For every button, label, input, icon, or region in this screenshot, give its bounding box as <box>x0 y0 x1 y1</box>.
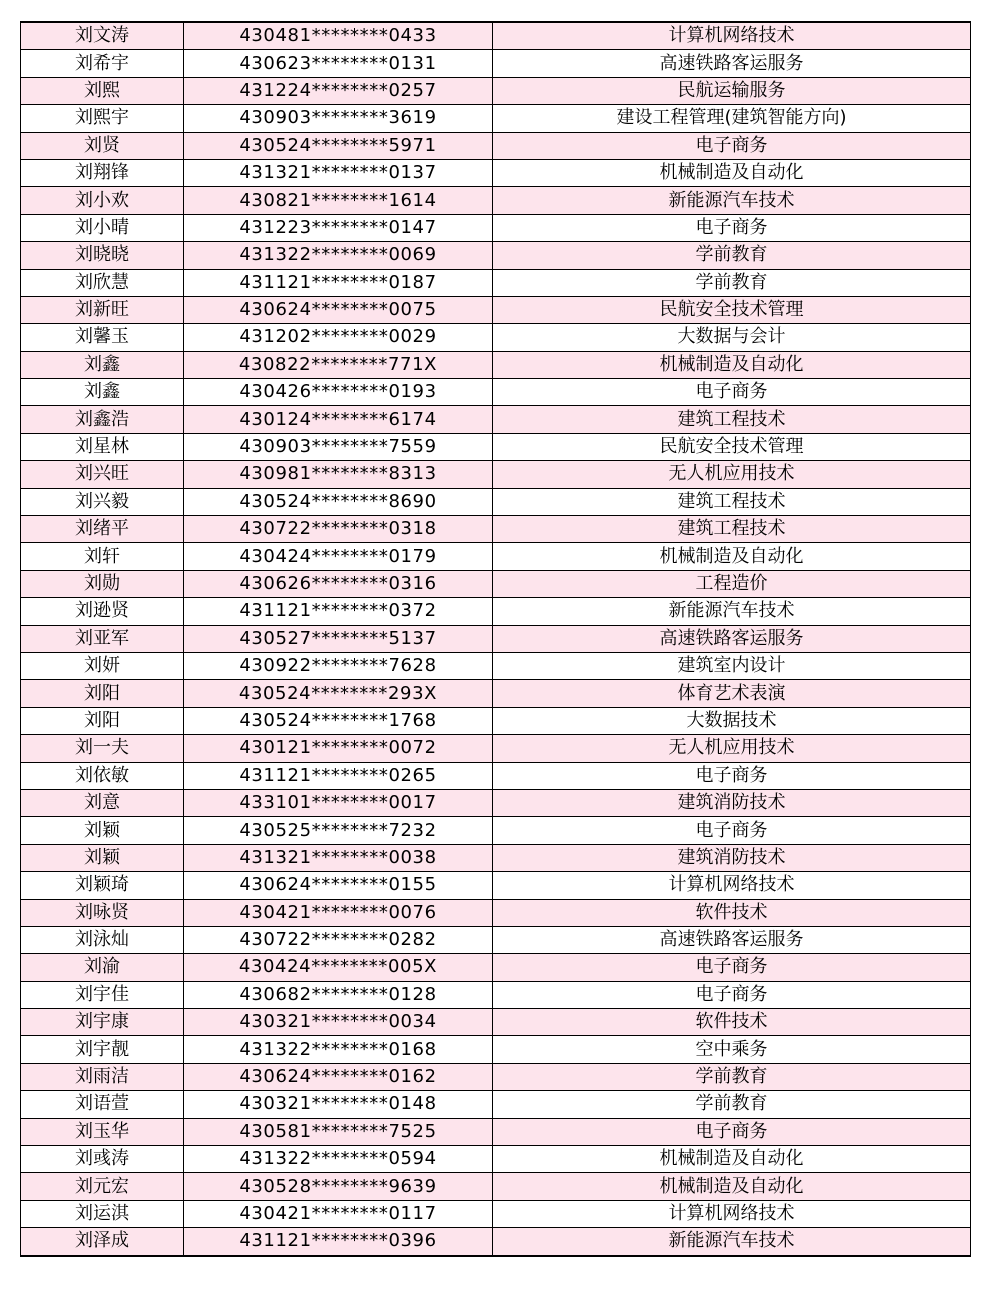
major-cell: 空中乘务 <box>493 1036 971 1063</box>
student-name-cell: 刘颖 <box>21 817 184 844</box>
major-cell: 建筑工程技术 <box>493 406 971 433</box>
student-name-cell: 刘晓晓 <box>21 242 184 269</box>
id-number-cell: 431121********0187 <box>184 269 493 296</box>
major-cell: 高速铁路客运服务 <box>493 926 971 953</box>
id-number-cell: 430624********0155 <box>184 872 493 899</box>
id-number-cell: 430821********1614 <box>184 187 493 214</box>
id-number-cell: 431322********0594 <box>184 1146 493 1173</box>
student-name-cell: 刘欣慧 <box>21 269 184 296</box>
major-cell: 新能源汽车技术 <box>493 1228 971 1256</box>
student-name-cell: 刘熙宇 <box>21 105 184 132</box>
id-number-cell: 431121********0396 <box>184 1228 493 1256</box>
table-row <box>21 1118 971 1145</box>
id-number-cell: 430524********8690 <box>184 488 493 515</box>
table-row <box>21 516 971 543</box>
table-row <box>21 1200 971 1227</box>
student-name-cell: 刘颖琦 <box>21 872 184 899</box>
student-name-cell: 刘亚军 <box>21 625 184 652</box>
table-row <box>21 872 971 899</box>
id-number-cell: 431121********0372 <box>184 598 493 625</box>
major-cell: 电子商务 <box>493 1118 971 1145</box>
id-number-cell: 430682********0128 <box>184 981 493 1008</box>
table-row <box>21 77 971 104</box>
id-number-cell: 430624********0075 <box>184 296 493 323</box>
table-row <box>21 1173 971 1200</box>
major-cell: 电子商务 <box>493 762 971 789</box>
id-number-cell: 430421********0076 <box>184 899 493 926</box>
student-name-cell: 刘兴毅 <box>21 488 184 515</box>
id-number-cell: 430524********1768 <box>184 707 493 734</box>
id-number-cell: 430527********5137 <box>184 625 493 652</box>
table-row <box>21 899 971 926</box>
student-name-cell: 刘元宏 <box>21 1173 184 1200</box>
student-name-cell: 刘妍 <box>21 652 184 679</box>
student-name-cell: 刘贤 <box>21 132 184 159</box>
table-row <box>21 187 971 214</box>
table-row <box>21 433 971 460</box>
student-name-cell: 刘依敏 <box>21 762 184 789</box>
major-cell: 高速铁路客运服务 <box>493 625 971 652</box>
table-row <box>21 269 971 296</box>
id-number-cell: 431121********0265 <box>184 762 493 789</box>
major-cell: 电子商务 <box>493 817 971 844</box>
id-number-cell: 430321********0034 <box>184 1009 493 1036</box>
id-number-cell: 430922********7628 <box>184 652 493 679</box>
table-row <box>21 1146 971 1173</box>
major-cell: 电子商务 <box>493 379 971 406</box>
table-row <box>21 132 971 159</box>
id-number-cell: 430903********3619 <box>184 105 493 132</box>
id-number-cell: 430981********8313 <box>184 461 493 488</box>
table-row <box>21 625 971 652</box>
major-cell: 建筑消防技术 <box>493 844 971 871</box>
table-row <box>21 1009 971 1036</box>
id-number-cell: 430524********293X <box>184 680 493 707</box>
major-cell: 建筑工程技术 <box>493 516 971 543</box>
student-name-cell: 刘泳灿 <box>21 926 184 953</box>
id-number-cell: 430525********7232 <box>184 817 493 844</box>
id-number-cell: 431322********0069 <box>184 242 493 269</box>
table-row <box>21 296 971 323</box>
table-row <box>21 926 971 953</box>
id-number-cell: 430722********0282 <box>184 926 493 953</box>
major-cell: 民航运输服务 <box>493 77 971 104</box>
table-row <box>21 1228 971 1256</box>
major-cell: 民航安全技术管理 <box>493 296 971 323</box>
major-cell: 高速铁路客运服务 <box>493 50 971 77</box>
student-name-cell: 刘玉华 <box>21 1118 184 1145</box>
major-cell: 计算机网络技术 <box>493 22 971 50</box>
table-row <box>21 817 971 844</box>
student-name-cell: 刘逊贤 <box>21 598 184 625</box>
id-number-cell: 430528********9639 <box>184 1173 493 1200</box>
major-cell: 电子商务 <box>493 981 971 1008</box>
student-name-cell: 刘翔锋 <box>21 159 184 186</box>
student-name-cell: 刘星林 <box>21 433 184 460</box>
id-number-cell: 430121********0072 <box>184 735 493 762</box>
student-name-cell: 刘宇靓 <box>21 1036 184 1063</box>
table-row <box>21 324 971 351</box>
id-number-cell: 430822********771X <box>184 351 493 378</box>
student-name-cell: 刘鑫 <box>21 379 184 406</box>
major-cell: 大数据技术 <box>493 707 971 734</box>
student-name-cell: 刘雨洁 <box>21 1063 184 1090</box>
id-number-cell: 430124********6174 <box>184 406 493 433</box>
student-name-cell: 刘鑫 <box>21 351 184 378</box>
roster-body <box>21 22 971 1256</box>
major-cell: 电子商务 <box>493 954 971 981</box>
id-number-cell: 431224********0257 <box>184 77 493 104</box>
table-row <box>21 789 971 816</box>
major-cell: 体育艺术表演 <box>493 680 971 707</box>
table-row <box>21 351 971 378</box>
major-cell: 机械制造及自动化 <box>493 543 971 570</box>
id-number-cell: 431223********0147 <box>184 214 493 241</box>
table-row <box>21 488 971 515</box>
student-name-cell: 刘泽成 <box>21 1228 184 1256</box>
student-name-cell: 刘宇佳 <box>21 981 184 1008</box>
major-cell: 大数据与会计 <box>493 324 971 351</box>
table-row <box>21 680 971 707</box>
id-number-cell: 430524********5971 <box>184 132 493 159</box>
id-number-cell: 430626********0316 <box>184 570 493 597</box>
student-name-cell: 刘阳 <box>21 680 184 707</box>
id-number-cell: 430321********0148 <box>184 1091 493 1118</box>
table-row <box>21 105 971 132</box>
major-cell: 建筑消防技术 <box>493 789 971 816</box>
student-name-cell: 刘轩 <box>21 543 184 570</box>
table-row <box>21 159 971 186</box>
major-cell: 电子商务 <box>493 214 971 241</box>
id-number-cell: 431321********0137 <box>184 159 493 186</box>
student-name-cell: 刘馨玉 <box>21 324 184 351</box>
table-row <box>21 50 971 77</box>
major-cell: 计算机网络技术 <box>493 1200 971 1227</box>
id-number-cell: 430722********0318 <box>184 516 493 543</box>
major-cell: 工程造价 <box>493 570 971 597</box>
table-row <box>21 543 971 570</box>
id-number-cell: 430426********0193 <box>184 379 493 406</box>
table-row <box>21 22 971 50</box>
table-row <box>21 954 971 981</box>
major-cell: 电子商务 <box>493 132 971 159</box>
id-number-cell: 430581********7525 <box>184 1118 493 1145</box>
major-cell: 机械制造及自动化 <box>493 1173 971 1200</box>
student-name-cell: 刘绪平 <box>21 516 184 543</box>
table-row <box>21 735 971 762</box>
student-name-cell: 刘宇康 <box>21 1009 184 1036</box>
major-cell: 建筑工程技术 <box>493 488 971 515</box>
student-name-cell: 刘熙 <box>21 77 184 104</box>
student-roster-table <box>20 21 971 1257</box>
table-row <box>21 981 971 1008</box>
major-cell: 无人机应用技术 <box>493 461 971 488</box>
table-row <box>21 379 971 406</box>
id-number-cell: 430421********0117 <box>184 1200 493 1227</box>
student-name-cell: 刘兴旺 <box>21 461 184 488</box>
major-cell: 建筑室内设计 <box>493 652 971 679</box>
table-row <box>21 1091 971 1118</box>
student-name-cell: 刘意 <box>21 789 184 816</box>
table-row <box>21 214 971 241</box>
table-row <box>21 652 971 679</box>
student-name-cell: 刘小晴 <box>21 214 184 241</box>
id-number-cell: 430624********0162 <box>184 1063 493 1090</box>
student-name-cell: 刘彧涛 <box>21 1146 184 1173</box>
student-name-cell: 刘勋 <box>21 570 184 597</box>
table-row <box>21 242 971 269</box>
id-number-cell: 430623********0131 <box>184 50 493 77</box>
table-row <box>21 1036 971 1063</box>
major-cell: 软件技术 <box>493 899 971 926</box>
table-row <box>21 707 971 734</box>
id-number-cell: 431321********0038 <box>184 844 493 871</box>
table-row <box>21 406 971 433</box>
student-name-cell: 刘颖 <box>21 844 184 871</box>
major-cell: 软件技术 <box>493 1009 971 1036</box>
student-name-cell: 刘渝 <box>21 954 184 981</box>
major-cell: 学前教育 <box>493 269 971 296</box>
id-number-cell: 430481********0433 <box>184 22 493 50</box>
table-row <box>21 598 971 625</box>
table-row <box>21 762 971 789</box>
id-number-cell: 431202********0029 <box>184 324 493 351</box>
id-number-cell: 430424********0179 <box>184 543 493 570</box>
major-cell: 计算机网络技术 <box>493 872 971 899</box>
major-cell: 学前教育 <box>493 1063 971 1090</box>
student-name-cell: 刘语萱 <box>21 1091 184 1118</box>
student-name-cell: 刘希宇 <box>21 50 184 77</box>
table-row <box>21 844 971 871</box>
table-row <box>21 461 971 488</box>
major-cell: 机械制造及自动化 <box>493 159 971 186</box>
table-row <box>21 570 971 597</box>
id-number-cell: 430424********005X <box>184 954 493 981</box>
student-name-cell: 刘文涛 <box>21 22 184 50</box>
id-number-cell: 433101********0017 <box>184 789 493 816</box>
major-cell: 无人机应用技术 <box>493 735 971 762</box>
student-name-cell: 刘阳 <box>21 707 184 734</box>
student-name-cell: 刘鑫浩 <box>21 406 184 433</box>
student-name-cell: 刘新旺 <box>21 296 184 323</box>
student-name-cell: 刘小欢 <box>21 187 184 214</box>
major-cell: 新能源汽车技术 <box>493 598 971 625</box>
major-cell: 民航安全技术管理 <box>493 433 971 460</box>
table-row <box>21 1063 971 1090</box>
major-cell: 学前教育 <box>493 242 971 269</box>
id-number-cell: 430903********7559 <box>184 433 493 460</box>
major-cell: 建设工程管理(建筑智能方向) <box>493 105 971 132</box>
student-name-cell: 刘咏贤 <box>21 899 184 926</box>
major-cell: 学前教育 <box>493 1091 971 1118</box>
major-cell: 新能源汽车技术 <box>493 187 971 214</box>
student-name-cell: 刘一夫 <box>21 735 184 762</box>
major-cell: 机械制造及自动化 <box>493 1146 971 1173</box>
student-name-cell: 刘运淇 <box>21 1200 184 1227</box>
major-cell: 机械制造及自动化 <box>493 351 971 378</box>
id-number-cell: 431322********0168 <box>184 1036 493 1063</box>
